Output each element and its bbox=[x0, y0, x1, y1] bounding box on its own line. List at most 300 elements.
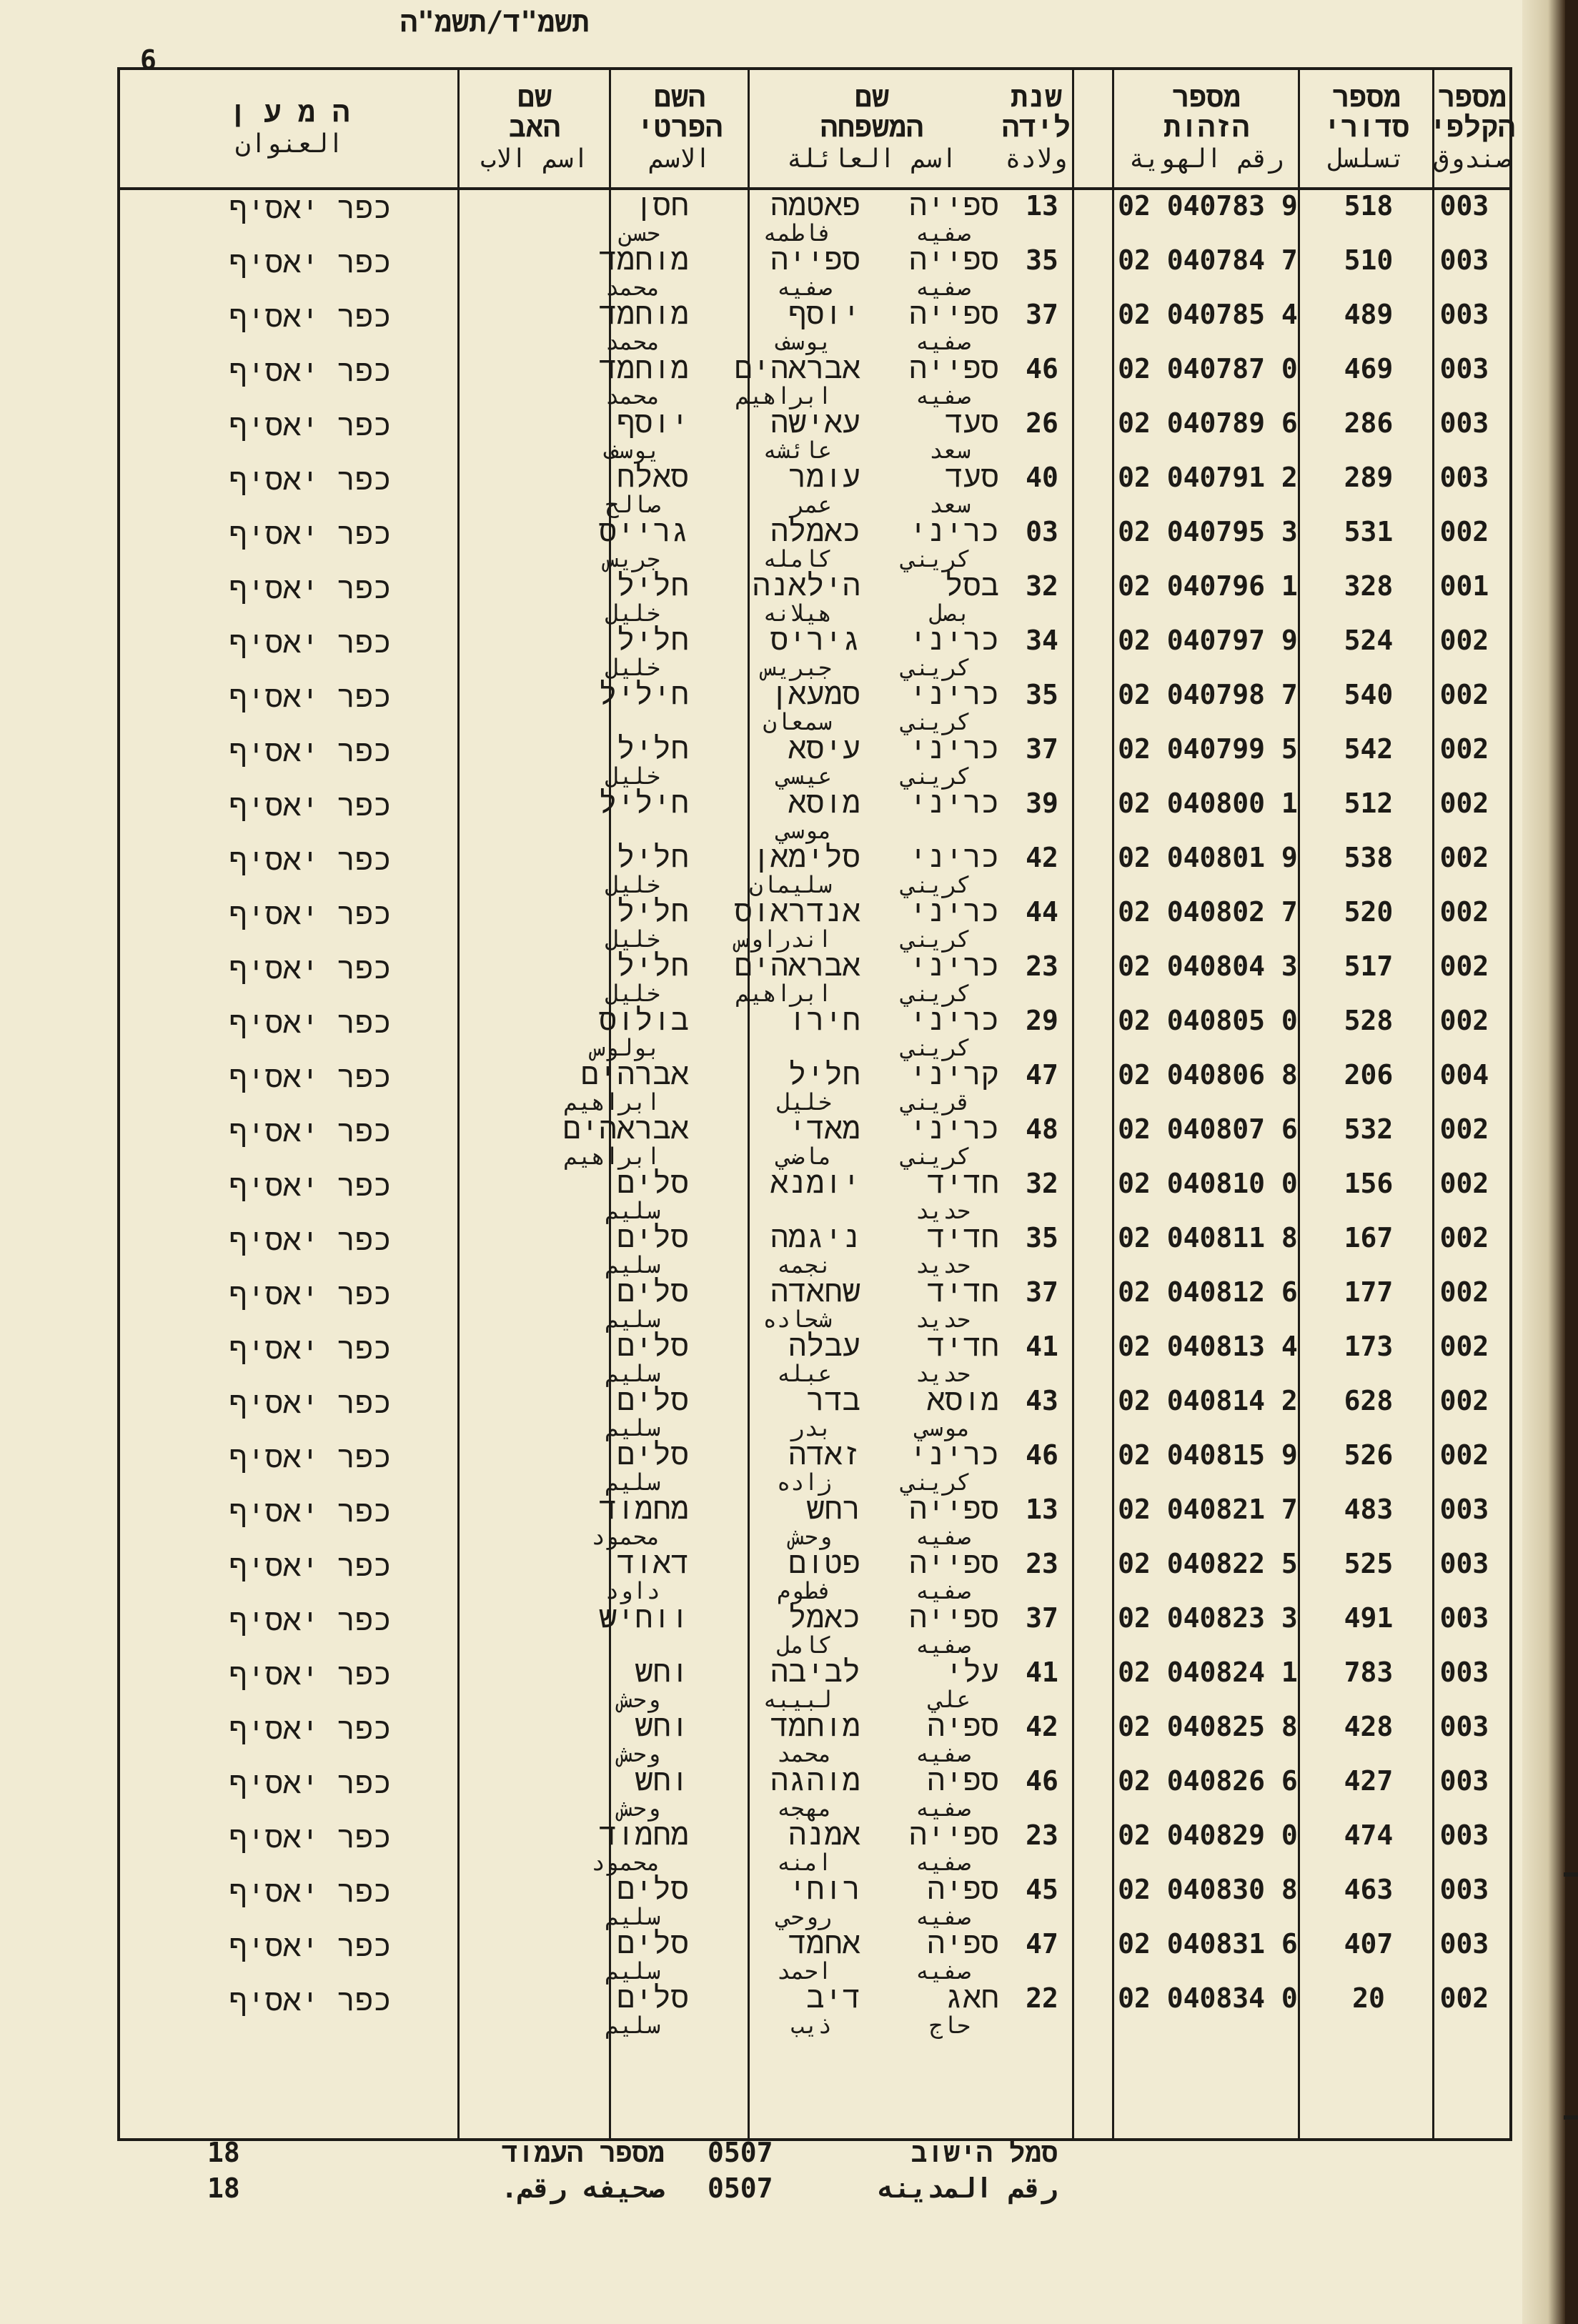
cell-serial: 783 bbox=[1344, 1657, 1394, 1688]
cell-address: כפר יאסיף bbox=[229, 1657, 392, 1692]
cell-family-name bbox=[846, 1708, 999, 1767]
cell-father-name bbox=[475, 1219, 689, 1278]
page-number: 6 bbox=[140, 44, 157, 76]
cell-birth-year: 41 bbox=[1026, 1657, 1058, 1688]
first-name-he: ניגמה bbox=[770, 1219, 860, 1254]
family-name-ar: حديد bbox=[915, 1197, 971, 1224]
cell-father-name bbox=[475, 622, 689, 681]
first-name-ar: لبيبه bbox=[763, 1686, 832, 1713]
family-name-ar: كريني bbox=[901, 1143, 971, 1170]
cell-family-name bbox=[846, 1273, 999, 1333]
cell-box: 003 bbox=[1439, 1928, 1489, 1960]
table-row bbox=[117, 1762, 1512, 1822]
first-name-he: גיריס bbox=[770, 622, 860, 657]
footer-locality-code: 0507 bbox=[708, 2137, 773, 2168]
table-row bbox=[117, 1491, 1512, 1550]
cell-address: כפר יאסיף bbox=[229, 896, 392, 931]
family-name-he: כריני bbox=[908, 893, 999, 928]
first-name-ar: عبله bbox=[776, 1360, 832, 1387]
first-name-he: עומר bbox=[788, 459, 860, 494]
cell-address: כפר יאסיף bbox=[229, 679, 392, 714]
cell-serial: 520 bbox=[1344, 896, 1394, 928]
cell-family-name bbox=[846, 785, 999, 820]
header-year-he: שנת לידה bbox=[1001, 81, 1071, 144]
footer-row-ar bbox=[207, 2172, 1058, 2208]
father-name-ar: صالح bbox=[605, 491, 660, 518]
first-name-ar: ابراهيم bbox=[735, 382, 832, 409]
cell-serial: 463 bbox=[1344, 1874, 1394, 1905]
cell-address: כפר יאסיף bbox=[229, 950, 392, 985]
father-name-ar: سليم bbox=[605, 1306, 660, 1333]
cell-father-name bbox=[475, 1273, 689, 1333]
first-name-ar: ماضي bbox=[776, 1143, 832, 1170]
cell-serial: 491 bbox=[1344, 1602, 1394, 1634]
family-name-ar: صفيه bbox=[915, 274, 971, 301]
first-name-ar: ابراهيم bbox=[735, 980, 832, 1007]
header-serial-ar: تسلسل bbox=[1327, 144, 1406, 174]
cell-father-name bbox=[475, 1436, 689, 1496]
first-name-ar: شحاده bbox=[763, 1306, 832, 1333]
first-name-ar: يوسف bbox=[776, 328, 832, 355]
cell-box: 002 bbox=[1439, 1113, 1489, 1145]
cell-father-name bbox=[475, 676, 689, 711]
cell-id-number: 02 040804 3 bbox=[1118, 950, 1298, 982]
cell-id-number: 02 040834 0 bbox=[1118, 1982, 1298, 2014]
header-address-ar: العنوان bbox=[235, 129, 344, 159]
cell-serial: 540 bbox=[1344, 679, 1394, 710]
family-name-ar: حاج bbox=[929, 2012, 971, 2039]
cell-family-name bbox=[846, 1925, 999, 1985]
header-first bbox=[612, 71, 748, 184]
family-name-he: כריני bbox=[908, 1111, 999, 1146]
father-name-ar: بولوس bbox=[591, 1034, 660, 1061]
cell-id-number: 02 040814 2 bbox=[1118, 1385, 1298, 1416]
table-row bbox=[117, 1871, 1512, 1930]
table-row bbox=[117, 1545, 1512, 1604]
cell-birth-year: 34 bbox=[1026, 625, 1058, 656]
table-row bbox=[117, 242, 1512, 301]
cell-family-name bbox=[846, 730, 999, 790]
cell-serial: 167 bbox=[1344, 1222, 1394, 1253]
table-row bbox=[117, 567, 1512, 627]
cell-address: כפר יאסיף bbox=[229, 353, 392, 388]
cell-father-name bbox=[475, 1708, 689, 1767]
cell-birth-year: 42 bbox=[1026, 842, 1058, 873]
father-name-ar: محمد bbox=[605, 382, 660, 409]
cell-serial: 289 bbox=[1344, 462, 1394, 493]
cell-birth-year: 13 bbox=[1026, 190, 1058, 222]
family-name-ar: صفيه bbox=[915, 328, 971, 355]
voter-rows bbox=[117, 187, 1512, 2039]
cell-birth-year: 37 bbox=[1026, 1276, 1058, 1308]
cell-id-number: 02 040797 9 bbox=[1118, 625, 1298, 656]
edge-mark bbox=[1564, 2115, 1578, 2120]
cell-box: 002 bbox=[1439, 1222, 1489, 1253]
father-name-he: מוחמד bbox=[598, 350, 689, 385]
family-name-he: כריני bbox=[908, 1002, 999, 1037]
first-name-he: יוסף bbox=[788, 296, 860, 331]
father-name-he: סלים bbox=[617, 1382, 689, 1417]
cell-serial: 532 bbox=[1344, 1113, 1394, 1145]
cell-box: 003 bbox=[1439, 1711, 1489, 1742]
cell-address: כפר יאסיף bbox=[229, 1874, 392, 1909]
father-name-he: מוחמד bbox=[598, 242, 689, 277]
first-name-he: כאמלה bbox=[770, 513, 860, 548]
cell-family-name bbox=[846, 459, 999, 518]
father-name-ar: خليل bbox=[605, 980, 660, 1007]
cell-id-number: 02 040787 0 bbox=[1118, 353, 1298, 384]
cell-father-name bbox=[475, 567, 689, 627]
cell-birth-year: 35 bbox=[1026, 679, 1058, 710]
cell-id-number: 02 040811 8 bbox=[1118, 1222, 1298, 1253]
cell-id-number: 02 040801 9 bbox=[1118, 842, 1298, 873]
header-box bbox=[1429, 71, 1516, 184]
family-name-ar: حديد bbox=[915, 1251, 971, 1278]
cell-serial: 510 bbox=[1344, 244, 1394, 276]
father-name-he: חליל bbox=[617, 730, 689, 765]
cell-father-name bbox=[475, 893, 689, 953]
cell-id-number: 02 040784 7 bbox=[1118, 244, 1298, 276]
first-name-he: אבראהים bbox=[734, 948, 860, 983]
family-name-he: כריני bbox=[908, 622, 999, 657]
cell-family-name bbox=[846, 567, 999, 627]
family-name-he: סעד bbox=[945, 404, 999, 440]
first-name-ar: احمد bbox=[776, 1957, 832, 1985]
table-row bbox=[117, 785, 1512, 844]
cell-family-name bbox=[846, 296, 999, 355]
first-name-he: עבלה bbox=[788, 1328, 860, 1363]
first-name-ar: عيسي bbox=[776, 763, 832, 790]
cell-serial: 525 bbox=[1344, 1548, 1394, 1579]
cell-id-number: 02 040823 3 bbox=[1118, 1602, 1298, 1634]
cell-serial: 407 bbox=[1344, 1928, 1394, 1960]
cell-birth-year: 35 bbox=[1026, 1222, 1058, 1253]
cell-family-name bbox=[846, 187, 999, 247]
cell-father-name bbox=[475, 1599, 689, 1634]
first-name-ar: امنه bbox=[776, 1849, 832, 1876]
first-name-he: שחאדה bbox=[770, 1273, 860, 1309]
header-id bbox=[1115, 71, 1298, 184]
cell-family-name bbox=[846, 1599, 999, 1659]
first-name-he: פטום bbox=[788, 1545, 860, 1580]
family-name-he: חדיד bbox=[927, 1165, 999, 1200]
cell-birth-year: 23 bbox=[1026, 950, 1058, 982]
table-row bbox=[117, 1219, 1512, 1278]
first-name-ar: هيلانه bbox=[763, 600, 832, 627]
family-name-ar: قريني bbox=[901, 1088, 971, 1116]
first-name-ar: نجمه bbox=[776, 1251, 832, 1278]
cell-box: 002 bbox=[1439, 733, 1489, 765]
first-name-he: הילאנה bbox=[752, 567, 860, 602]
cell-father-name bbox=[475, 1925, 689, 1985]
cell-address: כפר יאסיף bbox=[229, 1222, 392, 1257]
cell-father-name bbox=[475, 1113, 689, 1168]
cell-birth-year: 23 bbox=[1026, 1548, 1058, 1579]
cell-father-name bbox=[475, 1545, 689, 1604]
table-row bbox=[117, 1708, 1512, 1767]
cell-box: 002 bbox=[1439, 1982, 1489, 2014]
father-name-ar: يوسف bbox=[605, 437, 660, 464]
header-first-ar: الاسم bbox=[648, 144, 711, 174]
cell-id-number: 02 040783 9 bbox=[1118, 190, 1298, 222]
first-name-he: כאמל bbox=[788, 1599, 860, 1634]
family-name-ar: صفيه bbox=[915, 1794, 971, 1822]
first-name-he: אבראהים bbox=[734, 350, 860, 385]
cell-father-name bbox=[475, 950, 689, 1005]
table-row bbox=[117, 1925, 1512, 1985]
family-name-he: כריני bbox=[908, 785, 999, 820]
header-serial-he: מספר סדורי bbox=[1323, 81, 1410, 144]
first-name-he: עיסא bbox=[788, 730, 860, 765]
family-name-ar: صفيه bbox=[915, 1632, 971, 1659]
cell-birth-year: 37 bbox=[1026, 1602, 1058, 1634]
father-name-he: חליל bbox=[617, 839, 689, 874]
cell-address: כפר יאסיף bbox=[229, 516, 392, 551]
cell-serial: 489 bbox=[1344, 299, 1394, 330]
family-name-ar: صفيه bbox=[915, 1577, 971, 1604]
cell-box: 003 bbox=[1439, 1657, 1489, 1688]
cell-id-number: 02 040810 0 bbox=[1118, 1168, 1298, 1199]
family-name-he: ספייה bbox=[908, 1491, 999, 1526]
first-name-ar: سمعان bbox=[763, 708, 832, 735]
cell-family-name bbox=[846, 1762, 999, 1822]
first-name-he: אמנה bbox=[788, 1817, 860, 1852]
cell-address: כפר יאסיף bbox=[229, 1276, 392, 1311]
header-year bbox=[1001, 71, 1072, 184]
first-name-he: סמעאן bbox=[770, 676, 860, 711]
first-name-ar: اندراوس bbox=[735, 925, 832, 953]
footer-page-label-ar: صحيفه رقم. bbox=[501, 2172, 665, 2204]
father-name-ar: محمود bbox=[591, 1523, 660, 1550]
cell-father-name bbox=[475, 1982, 689, 2037]
cell-family-name bbox=[846, 1165, 999, 1224]
family-name-he: ספייה bbox=[908, 1599, 999, 1634]
header-box-he: מספר הקלפי bbox=[1429, 81, 1516, 144]
first-name-ar: زاده bbox=[776, 1469, 832, 1496]
first-name-he: סלימאן bbox=[752, 839, 860, 874]
family-name-he: ספיה bbox=[927, 1762, 999, 1797]
family-name-he: עלי bbox=[945, 1654, 999, 1689]
father-name-he: אברהים bbox=[580, 1056, 689, 1091]
father-name-ar: وحش bbox=[619, 1686, 660, 1713]
father-name-he: ווחיש bbox=[598, 1599, 689, 1634]
father-name-he: חליל bbox=[617, 948, 689, 983]
cell-serial: 206 bbox=[1344, 1059, 1394, 1091]
cell-birth-year: 41 bbox=[1026, 1331, 1058, 1362]
father-name-he: חליל bbox=[617, 622, 689, 657]
father-name-ar: سليم bbox=[605, 1957, 660, 1985]
cell-id-number: 02 040807 6 bbox=[1118, 1113, 1298, 1145]
cell-birth-year: 43 bbox=[1026, 1385, 1058, 1416]
cell-box: 002 bbox=[1439, 1439, 1489, 1471]
edge-mark bbox=[1564, 1872, 1578, 1877]
cell-family-name bbox=[846, 244, 999, 299]
cell-family-name bbox=[846, 950, 999, 1005]
father-name-he: חסן bbox=[635, 187, 689, 222]
cell-address: כפר יאסיף bbox=[229, 733, 392, 768]
cell-serial: 469 bbox=[1344, 353, 1394, 384]
page-footer bbox=[207, 2137, 1058, 2208]
cell-family-name bbox=[846, 350, 999, 409]
table-row bbox=[117, 730, 1512, 790]
cell-box: 002 bbox=[1439, 516, 1489, 547]
cell-family-name bbox=[846, 1491, 999, 1550]
cell-address: כפר יאסיף bbox=[229, 1494, 392, 1529]
father-name-he: וחש bbox=[635, 1762, 689, 1797]
father-name-he: סלים bbox=[617, 1219, 689, 1254]
family-name-he: ספייה bbox=[908, 350, 999, 385]
father-name-he: יוסף bbox=[617, 404, 689, 440]
header-serial bbox=[1301, 71, 1432, 184]
cell-box: 003 bbox=[1439, 353, 1489, 384]
table-row bbox=[117, 350, 1512, 409]
cell-birth-year: 13 bbox=[1026, 1494, 1058, 1525]
first-name-he: פאטמה bbox=[770, 187, 860, 222]
header-family-he: שם המשפחה bbox=[820, 81, 924, 144]
cell-birth-year: 48 bbox=[1026, 1113, 1058, 1145]
cell-birth-year: 44 bbox=[1026, 896, 1058, 928]
table-row bbox=[117, 893, 1512, 953]
father-name-he: בולוס bbox=[598, 1002, 689, 1037]
cell-address: כפר יאסיף bbox=[229, 1982, 392, 2017]
cell-serial: 474 bbox=[1344, 1819, 1394, 1851]
father-name-he: גרייס bbox=[598, 513, 689, 548]
cell-box: 003 bbox=[1439, 1765, 1489, 1797]
cell-birth-year: 37 bbox=[1026, 733, 1058, 765]
cell-address: כפר יאסיף bbox=[229, 1765, 392, 1800]
cell-id-number: 02 040806 8 bbox=[1118, 1059, 1298, 1091]
cell-id-number: 02 040821 7 bbox=[1118, 1494, 1298, 1525]
header-family bbox=[750, 71, 993, 184]
cell-address: כפר יאסיף bbox=[229, 1819, 392, 1854]
first-name-he: מוסא bbox=[788, 785, 860, 820]
cell-family-name bbox=[846, 1436, 999, 1496]
family-name-ar: صفيه bbox=[915, 1740, 971, 1767]
family-name-ar: صفيه bbox=[915, 1523, 971, 1550]
cell-serial: 517 bbox=[1344, 950, 1394, 982]
page-header-title: תשמ"ד/תשמ"ה bbox=[400, 6, 590, 39]
cell-family-name bbox=[846, 1382, 999, 1441]
cell-box: 002 bbox=[1439, 788, 1489, 819]
family-name-ar: كريني bbox=[901, 1034, 971, 1061]
cell-family-name bbox=[846, 1654, 999, 1713]
cell-father-name bbox=[475, 1382, 689, 1441]
cell-serial: 538 bbox=[1344, 842, 1394, 873]
father-name-he: חליל bbox=[617, 567, 689, 602]
first-name-ar: خليل bbox=[776, 1088, 832, 1116]
cell-serial: 518 bbox=[1344, 190, 1394, 222]
cell-father-name bbox=[475, 839, 689, 898]
cell-birth-year: 03 bbox=[1026, 516, 1058, 547]
family-name-ar: علي bbox=[929, 1686, 971, 1713]
father-name-ar: سليم bbox=[605, 1903, 660, 1930]
cell-birth-year: 29 bbox=[1026, 1005, 1058, 1036]
header-box-ar: صندوق bbox=[1433, 144, 1512, 174]
cell-family-name bbox=[846, 839, 999, 898]
cell-birth-year: 45 bbox=[1026, 1874, 1058, 1905]
cell-serial: 428 bbox=[1344, 1711, 1394, 1742]
family-name-he: קריני bbox=[908, 1056, 999, 1091]
table-row bbox=[117, 1654, 1512, 1713]
cell-id-number: 02 040822 5 bbox=[1118, 1548, 1298, 1579]
first-name-he: מוחמד bbox=[770, 1708, 860, 1743]
father-name-he: דאוד bbox=[617, 1545, 689, 1580]
family-name-he: חאג bbox=[945, 1980, 999, 2015]
family-name-ar: كريني bbox=[901, 925, 971, 953]
father-name-he: סלים bbox=[617, 1273, 689, 1309]
cell-address: כפר יאסיף bbox=[229, 625, 392, 660]
cell-box: 002 bbox=[1439, 1168, 1489, 1199]
cell-address: כפר יאסיף bbox=[229, 1113, 392, 1148]
family-name-ar: سعد bbox=[929, 491, 971, 518]
cell-father-name bbox=[475, 513, 689, 572]
header-first-he: השם הפרטי bbox=[636, 81, 723, 144]
family-name-he: ספייה bbox=[908, 187, 999, 222]
cell-address: כפר יאסיף bbox=[229, 190, 392, 225]
first-name-he: מוהגה bbox=[770, 1762, 860, 1797]
first-name-he: אחמד bbox=[788, 1925, 860, 1960]
cell-id-number: 02 040824 1 bbox=[1118, 1657, 1298, 1688]
father-name-ar: خليل bbox=[605, 654, 660, 681]
cell-address: כפר יאסיף bbox=[229, 788, 392, 823]
cell-family-name bbox=[846, 893, 999, 953]
family-name-he: סעד bbox=[945, 459, 999, 494]
cell-family-name bbox=[846, 404, 999, 464]
cell-serial: 483 bbox=[1344, 1494, 1394, 1525]
header-address-he: ה מ ע ן bbox=[229, 96, 350, 129]
father-name-he: מוחמד bbox=[598, 296, 689, 331]
cell-id-number: 02 040829 0 bbox=[1118, 1819, 1298, 1851]
first-name-he: חליל bbox=[788, 1056, 860, 1091]
cell-box: 003 bbox=[1439, 299, 1489, 330]
first-name-he: חירו bbox=[788, 1002, 860, 1037]
family-name-ar: حديد bbox=[915, 1360, 971, 1387]
cell-father-name bbox=[475, 730, 689, 790]
cell-serial: 512 bbox=[1344, 788, 1394, 819]
header-address bbox=[121, 71, 457, 184]
cell-address: כפר יאסיף bbox=[229, 462, 392, 497]
first-name-ar: جبريس bbox=[763, 654, 832, 681]
first-name-ar: محمد bbox=[776, 1740, 832, 1767]
cell-box: 003 bbox=[1439, 244, 1489, 276]
first-name-he: בדר bbox=[806, 1382, 860, 1417]
cell-id-number: 02 040798 7 bbox=[1118, 679, 1298, 710]
first-name-ar: مهجه bbox=[776, 1794, 832, 1822]
family-name-he: ספיה bbox=[927, 1871, 999, 1906]
cell-box: 003 bbox=[1439, 1874, 1489, 1905]
cell-box: 003 bbox=[1439, 1548, 1489, 1579]
cell-address: כפר יאסיף bbox=[229, 1059, 392, 1094]
first-name-ar: عائشه bbox=[763, 437, 832, 464]
cell-family-name bbox=[846, 1113, 999, 1168]
cell-address: כפר יאסיף bbox=[229, 1711, 392, 1746]
family-name-he: כריני bbox=[908, 839, 999, 874]
first-name-ar: كامل bbox=[776, 1632, 832, 1659]
table-row bbox=[117, 1980, 1512, 2039]
cell-address: כפר יאסיף bbox=[229, 299, 392, 334]
cell-box: 003 bbox=[1439, 1494, 1489, 1525]
family-name-ar: كريني bbox=[901, 763, 971, 790]
cell-father-name bbox=[475, 350, 689, 409]
father-name-ar: وحش bbox=[619, 1794, 660, 1822]
cell-id-number: 02 040813 4 bbox=[1118, 1331, 1298, 1362]
table-row bbox=[117, 1002, 1512, 1061]
family-name-ar: بصل bbox=[929, 600, 971, 627]
cell-family-name bbox=[846, 1545, 999, 1604]
family-name-ar: كريني bbox=[901, 1469, 971, 1496]
cell-serial: 286 bbox=[1344, 407, 1394, 439]
cell-family-name bbox=[846, 513, 999, 572]
